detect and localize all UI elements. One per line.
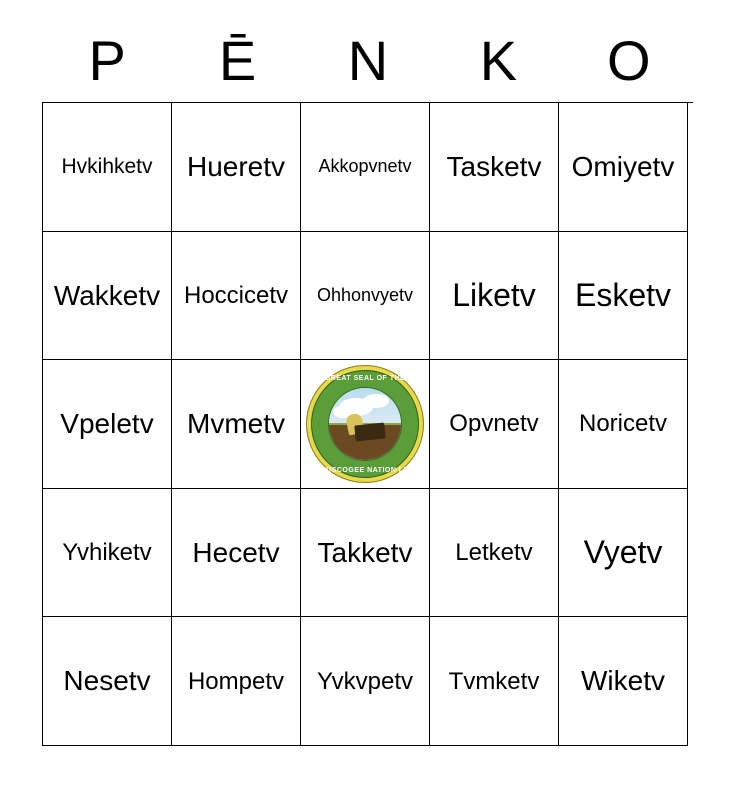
bingo-cell-label: Hueretv bbox=[186, 151, 286, 183]
bingo-card bbox=[42, 20, 694, 746]
bingo-grid bbox=[42, 102, 693, 746]
bingo-cell[interactable] bbox=[172, 232, 301, 361]
bingo-cell-label: Hompetv bbox=[187, 667, 285, 695]
bingo-cell-label: Liketv bbox=[452, 276, 536, 313]
bingo-cell[interactable] bbox=[559, 232, 688, 361]
bingo-cell[interactable] bbox=[559, 489, 688, 618]
bingo-cell[interactable] bbox=[43, 360, 172, 489]
seal-bottom-text: MUSCOGEE NATION I.T. bbox=[319, 466, 411, 474]
bingo-cell[interactable] bbox=[430, 232, 559, 361]
bingo-cell[interactable] bbox=[430, 103, 559, 232]
bingo-cell-label: Tasketv bbox=[446, 151, 542, 183]
bingo-row bbox=[43, 103, 693, 232]
bingo-cell-label: Hecetv bbox=[192, 536, 280, 568]
header-letter-3: N bbox=[347, 29, 389, 92]
bingo-cell-label: Mvmetv bbox=[187, 408, 285, 440]
bingo-header bbox=[42, 20, 694, 102]
bingo-cell-label: Omiyetv bbox=[571, 151, 675, 183]
bingo-cell[interactable] bbox=[430, 489, 559, 618]
bingo-cell[interactable] bbox=[172, 360, 301, 489]
bingo-cell-label: Wiketv bbox=[581, 665, 665, 697]
bingo-cell-label: Vpeletv bbox=[60, 408, 154, 440]
bingo-cell[interactable] bbox=[430, 360, 559, 489]
bingo-cell-label: Vyetv bbox=[583, 533, 663, 570]
header-letter-1: P bbox=[88, 29, 126, 92]
bingo-cell[interactable] bbox=[559, 617, 688, 746]
bingo-cell[interactable] bbox=[43, 617, 172, 746]
header-letter-5: O bbox=[607, 29, 651, 92]
bingo-cell-label: Takketv bbox=[317, 536, 413, 568]
bingo-cell-label: Akkopvnetv bbox=[318, 156, 412, 177]
seal-top-text: GREAT SEAL OF THE bbox=[324, 374, 406, 382]
bingo-cell[interactable] bbox=[43, 489, 172, 618]
header-letter-4: K bbox=[479, 29, 518, 92]
bingo-cell[interactable] bbox=[172, 103, 301, 232]
bingo-cell[interactable] bbox=[559, 360, 688, 489]
bingo-cell-label: Opvnetv bbox=[449, 410, 539, 438]
bingo-cell[interactable] bbox=[301, 103, 430, 232]
bingo-cell[interactable] bbox=[559, 103, 688, 232]
bingo-cell[interactable] bbox=[301, 489, 430, 618]
bingo-cell[interactable] bbox=[172, 489, 301, 618]
bingo-cell-label: Noricetv bbox=[578, 410, 668, 438]
bingo-cell-label: Letketv bbox=[455, 538, 533, 566]
bingo-free-space-cell[interactable] bbox=[301, 360, 430, 489]
bingo-cell[interactable] bbox=[43, 103, 172, 232]
bingo-cell-label: Esketv bbox=[574, 276, 672, 313]
seal-inner-scene bbox=[328, 387, 402, 461]
bingo-cell[interactable] bbox=[43, 232, 172, 361]
bingo-cell[interactable] bbox=[172, 617, 301, 746]
bingo-row bbox=[43, 360, 693, 489]
bingo-cell-label: Yvhiketv bbox=[62, 538, 152, 566]
bingo-row bbox=[43, 232, 693, 361]
muscogee-nation-seal-icon bbox=[306, 365, 424, 483]
bingo-cell[interactable] bbox=[301, 617, 430, 746]
bingo-cell[interactable] bbox=[430, 617, 559, 746]
bingo-row bbox=[43, 489, 693, 618]
bingo-cell-label: Hvkihketv bbox=[61, 154, 153, 178]
bingo-row bbox=[43, 617, 693, 746]
bingo-cell-label: Tvmketv bbox=[448, 667, 540, 695]
bingo-cell-label: Ohhonvyetv bbox=[316, 284, 414, 305]
bingo-cell-label: Nesetv bbox=[63, 665, 151, 697]
bingo-cell-label: Hoccicetv bbox=[183, 281, 289, 309]
bingo-cell-label: Wakketv bbox=[53, 279, 161, 311]
header-letter-2: Ē bbox=[218, 29, 257, 92]
bingo-cell-label: Yvkvpetv bbox=[316, 667, 414, 695]
seal-plow bbox=[354, 422, 386, 441]
seal-cloud bbox=[363, 394, 389, 408]
bingo-cell[interactable] bbox=[301, 232, 430, 361]
